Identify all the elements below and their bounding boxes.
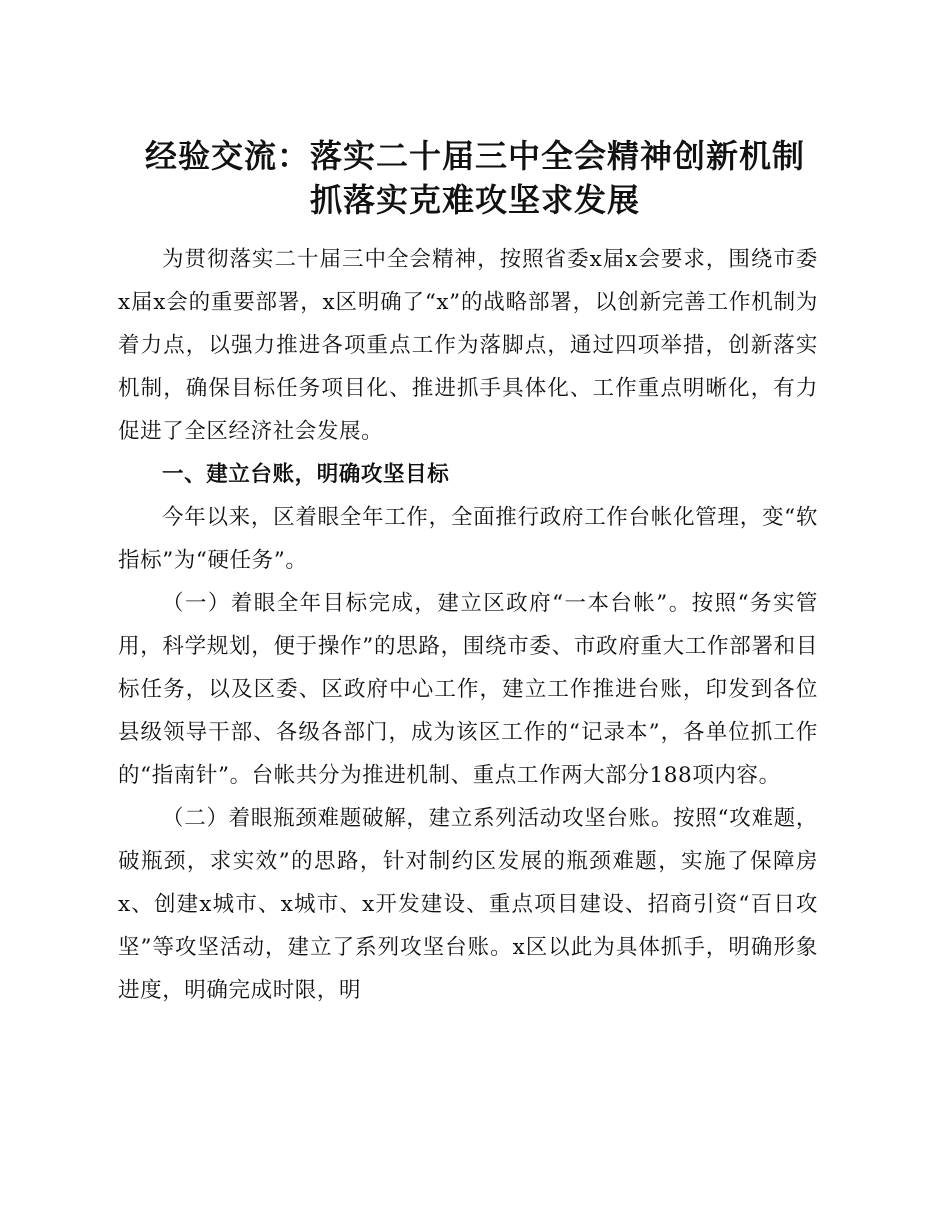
section-heading-1: 一、建立台账，明确攻坚目标 [162,462,450,487]
subsection-2-paragraph: （二）着眼瓶颈难题破解，建立系列活动攻坚台账。按照“攻难题，破瓶颈，求实效”的思路，针对制约区发展的瓶颈难题，实施了保障房x、创建x城市、x城市、x开发建设、重点项目建设、招商引资“百日攻坚”等攻坚活动，建立了系列攻坚台账。x区以此为具体抓手，明确形象进度，明确完成时限，明 [118,806,818,1003]
document-title-line-2: 抓落实克难攻坚求发展 [309,181,640,219]
subsection-1-paragraph: （一）着眼全年目标完成，建立区政府“一本台帐”。按照“务实管用，科学规划，便于操作”的思路，围绕市委、市政府重大工作部署和目标任务，以及区委、区政府中心工作，建立工作推进台账，印发到各位县级领导干部、各级各部门，成为该区工作的“记录本”，各单位抓工作的“指南针”。台帐共分为推进机制、重点工作两大部分188项内容。 [118,591,818,788]
intro-paragraph: 为贯彻落实二十届三中全会精神，按照省委x届x会要求，围绕市委x届x会的重要部署，x区明确了“x”的战略部署，以创新完善工作机制为着力点，以强力推进各项重点工作为落脚点，通过四项举措，创新落实机制，确保目标任务项目化、推进抓手具体化、工作重点明晰化，有力促进了全区经济社会发展。 [118,247,818,444]
document-body [118,238,818,1012]
document-title-line-1: 经验交流：落实二十届三中全会精神创新机制 [144,137,805,175]
section-1-paragraph: 今年以来，区着眼全年工作，全面推行政府工作台帐化管理，变“软指标”为“硬任务”。 [118,505,818,573]
